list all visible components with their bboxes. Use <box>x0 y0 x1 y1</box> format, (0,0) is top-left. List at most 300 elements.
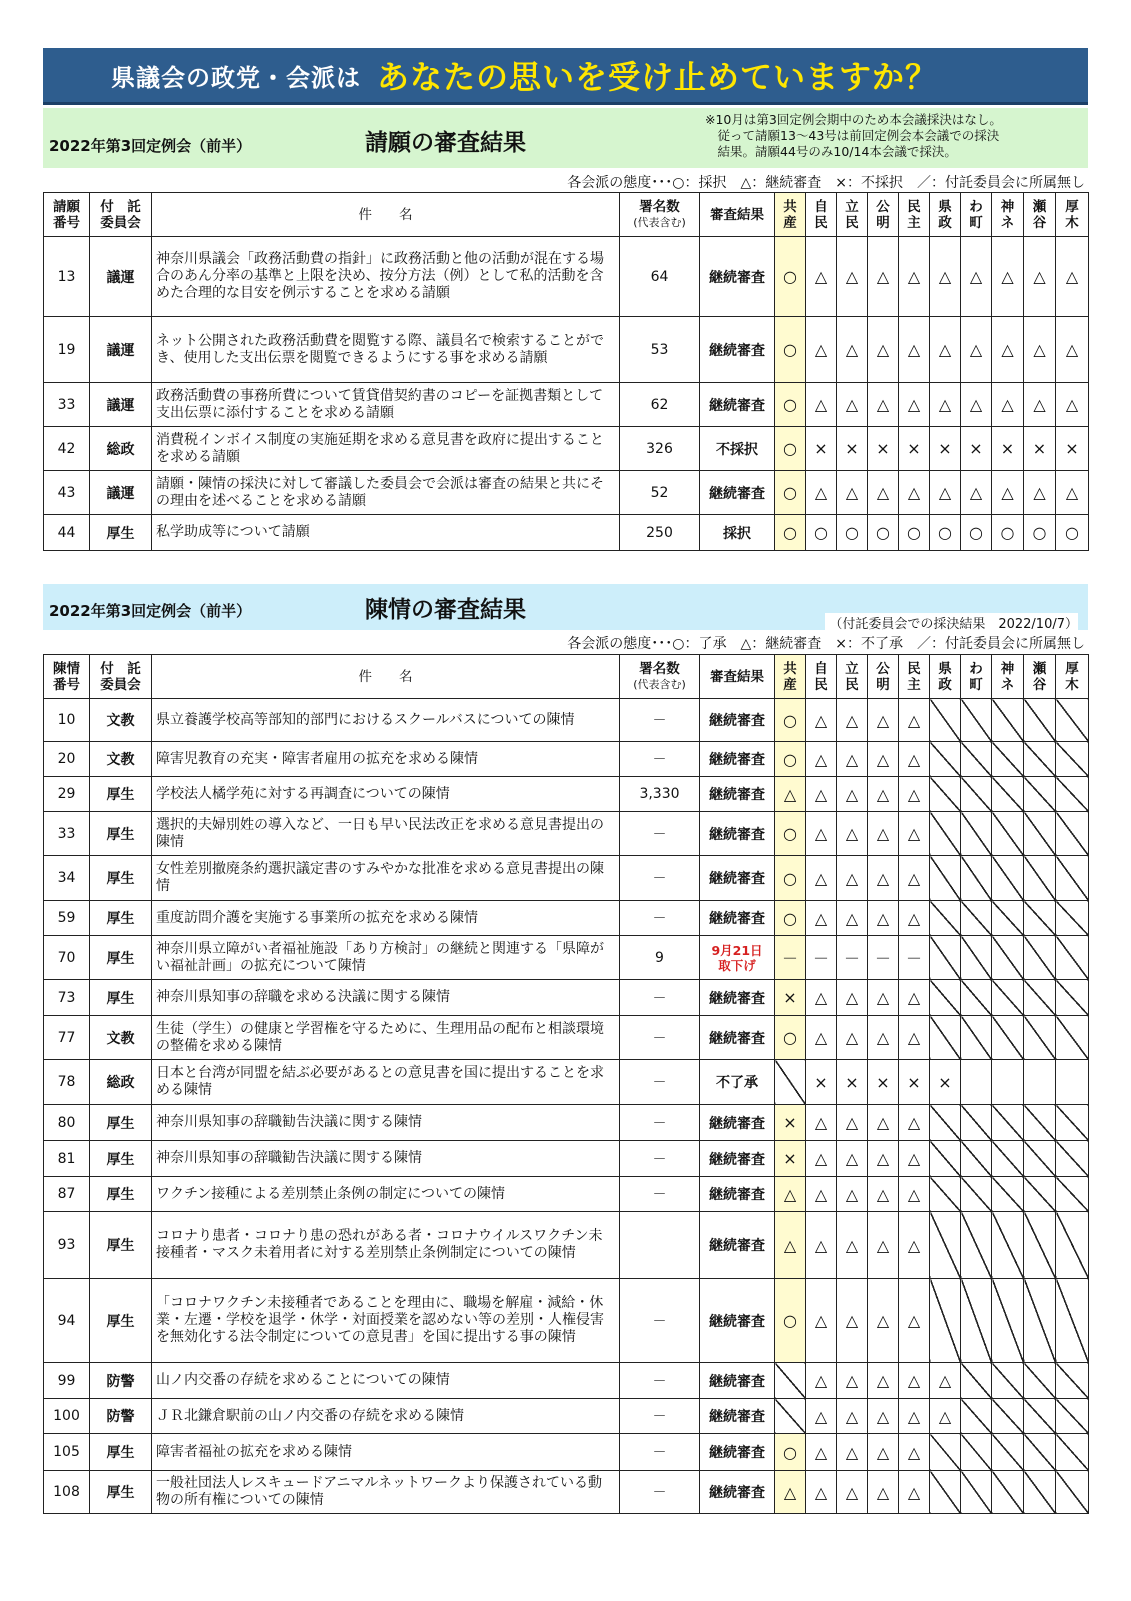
vote-cell: △ <box>899 901 930 936</box>
header-party <box>992 193 1024 237</box>
row-result: 継続審査 <box>700 1016 775 1060</box>
vote-cell: ○ <box>775 471 806 515</box>
header-committee-line2: 委員会 <box>100 676 141 693</box>
row-signatures: － <box>620 856 700 901</box>
vote-cell <box>930 812 961 856</box>
row-signatures: － <box>620 1105 700 1141</box>
vote-cell <box>1024 856 1056 901</box>
row-signatures <box>620 1212 700 1279</box>
vote-cell <box>1056 1363 1089 1399</box>
vote-cell: △ <box>961 317 992 383</box>
row-subject: 一般社団法人レスキュードアニマルネットワークより保護されている動物の所有権についての陳情 <box>152 1471 620 1514</box>
vote-cell: △ <box>806 742 837 777</box>
vote-cell <box>992 856 1024 901</box>
header-party-char: 木 <box>1065 676 1079 693</box>
vote-cell <box>1056 777 1089 812</box>
vote-cell: △ <box>899 1016 930 1060</box>
vote-cell <box>1056 1399 1089 1434</box>
vote-cell: △ <box>775 1177 806 1212</box>
vote-cell: △ <box>930 237 961 317</box>
vote-cell <box>961 742 992 777</box>
vote-cell: △ <box>868 237 899 317</box>
vote-cell <box>992 1363 1024 1399</box>
table-row <box>44 237 1089 317</box>
row-number: 73 <box>44 980 90 1016</box>
vote-cell: △ <box>868 1471 899 1514</box>
vote-cell: △ <box>868 812 899 856</box>
vote-cell <box>1024 777 1056 812</box>
vote-cell: △ <box>930 317 961 383</box>
header-party-char: 谷 <box>1032 214 1047 231</box>
vote-cell: △ <box>868 1434 899 1471</box>
vote-cell: △ <box>899 383 930 427</box>
row-result: 継続審査 <box>700 317 775 383</box>
vote-cell: △ <box>899 699 930 742</box>
vote-cell: ○ <box>775 317 806 383</box>
petitions-table <box>43 192 1089 551</box>
vote-cell <box>992 1105 1024 1141</box>
header-party-char: 産 <box>783 214 797 231</box>
row-result: 継続審査 <box>700 1177 775 1212</box>
row-subject: 請願・陳情の採決に対して審議した委員会で会派は審査の結果と共にその理由を述べることを求める請願 <box>152 471 620 515</box>
header-party <box>1056 655 1089 699</box>
header-party <box>930 193 961 237</box>
vote-cell: × <box>806 1060 837 1105</box>
row-result: 継続審査 <box>700 980 775 1016</box>
vote-cell <box>992 699 1024 742</box>
row-signatures: 250 <box>620 515 700 551</box>
header-committee-line1: 付 託 <box>100 660 141 677</box>
row-signatures: － <box>620 1399 700 1434</box>
vote-cell: △ <box>837 777 868 812</box>
vote-cell <box>961 1434 992 1471</box>
header-party-char: わ <box>969 660 983 677</box>
table-row <box>44 1060 1089 1105</box>
row-committee: 厚生 <box>90 901 152 936</box>
row-signatures: － <box>620 1141 700 1177</box>
vote-cell: × <box>930 427 961 471</box>
vote-cell <box>775 1399 806 1434</box>
header-party <box>775 655 806 699</box>
vote-cell: △ <box>868 742 899 777</box>
table-row <box>44 383 1089 427</box>
header-party-char: 主 <box>907 214 921 231</box>
vote-cell: × <box>837 1060 868 1105</box>
header-party-char: 政 <box>938 214 952 231</box>
row-number: 44 <box>44 515 90 551</box>
vote-cell: △ <box>868 1279 899 1363</box>
row-result: 継続審査 <box>700 742 775 777</box>
table-row <box>44 856 1089 901</box>
table-row <box>44 1434 1089 1471</box>
vote-cell <box>961 1279 992 1363</box>
vote-cell: △ <box>868 1399 899 1434</box>
vote-cell: △ <box>806 1212 837 1279</box>
vote-cell: △ <box>806 856 837 901</box>
table-row <box>44 427 1089 471</box>
appeals-session: 2022年第3回定例会（前半） <box>49 602 252 620</box>
row-number: 13 <box>44 237 90 317</box>
vote-cell: △ <box>806 1399 837 1434</box>
vote-cell: △ <box>992 383 1024 427</box>
header-party-char: 政 <box>938 676 952 693</box>
vote-cell: △ <box>868 1141 899 1177</box>
vote-cell: △ <box>899 1471 930 1514</box>
table-row <box>44 471 1089 515</box>
vote-cell: △ <box>899 980 930 1016</box>
vote-cell: － <box>837 936 868 980</box>
vote-cell <box>992 812 1024 856</box>
row-subject: 障害者福祉の拡充を求める陳情 <box>152 1434 620 1471</box>
header-signatures-line2: (代表含む) <box>633 677 686 691</box>
vote-cell <box>961 1060 992 1105</box>
vote-cell: ○ <box>1056 515 1089 551</box>
row-committee: 議運 <box>90 237 152 317</box>
table-row <box>44 901 1089 936</box>
vote-cell: × <box>930 1060 961 1105</box>
vote-cell: △ <box>1056 383 1089 427</box>
row-signatures: － <box>620 1471 700 1514</box>
vote-cell: △ <box>868 1177 899 1212</box>
row-number: 42 <box>44 427 90 471</box>
header-party-char: 明 <box>876 214 890 231</box>
header-party-char: 民 <box>845 676 859 693</box>
row-number: 93 <box>44 1212 90 1279</box>
header-number-line1: 陳情 <box>53 660 80 677</box>
row-result: 不採択 <box>700 427 775 471</box>
row-number: 105 <box>44 1434 90 1471</box>
vote-cell: △ <box>992 237 1024 317</box>
row-result: 9月21日 取下げ <box>700 936 775 980</box>
row-signatures: 3,330 <box>620 777 700 812</box>
vote-cell: ○ <box>837 515 868 551</box>
vote-cell <box>930 901 961 936</box>
vote-cell <box>1056 699 1089 742</box>
table-row <box>44 1399 1089 1434</box>
row-number: 19 <box>44 317 90 383</box>
vote-cell: △ <box>992 471 1024 515</box>
vote-cell: △ <box>868 699 899 742</box>
header-party-char: 民 <box>814 676 828 693</box>
row-signatures: 64 <box>620 237 700 317</box>
vote-cell <box>930 1212 961 1279</box>
vote-cell: △ <box>992 317 1024 383</box>
row-subject: ワクチン接種による差別禁止条例の制定についての陳情 <box>152 1177 620 1212</box>
header-party-char: 厚 <box>1065 198 1079 215</box>
vote-cell: △ <box>837 1141 868 1177</box>
vote-cell: △ <box>837 1471 868 1514</box>
header-party-char: 主 <box>907 676 921 693</box>
vote-cell <box>1024 980 1056 1016</box>
vote-cell: × <box>1024 427 1056 471</box>
vote-cell: △ <box>837 471 868 515</box>
row-signatures: － <box>620 1434 700 1471</box>
vote-cell: △ <box>806 1434 837 1471</box>
vote-cell: ○ <box>1024 515 1056 551</box>
row-signatures: 62 <box>620 383 700 427</box>
vote-cell: － <box>868 936 899 980</box>
vote-cell: △ <box>868 471 899 515</box>
vote-cell: ○ <box>775 1434 806 1471</box>
appeals-legend: 各会派の態度･･･○：了承 △：継続審査 ×：不了承 ／：付託委員会に所属無し <box>567 636 1085 652</box>
row-committee: 厚生 <box>90 1105 152 1141</box>
vote-cell <box>992 1177 1024 1212</box>
header-party-char: 産 <box>783 676 797 693</box>
vote-cell: × <box>775 1141 806 1177</box>
vote-cell <box>775 1060 806 1105</box>
header-signatures-line2: (代表含む) <box>633 215 686 229</box>
vote-cell <box>1024 1060 1056 1105</box>
row-result: 継続審査 <box>700 1212 775 1279</box>
vote-cell: △ <box>806 317 837 383</box>
vote-cell: △ <box>961 237 992 317</box>
row-number: 100 <box>44 1399 90 1434</box>
row-number: 70 <box>44 936 90 980</box>
vote-cell <box>961 812 992 856</box>
appeals-title: 陳情の審査結果 <box>365 597 526 623</box>
vote-cell <box>992 742 1024 777</box>
vote-cell <box>930 699 961 742</box>
row-subject: 生徒（学生）の健康と学習権を守るために、生理用品の配布と相談環境の整備を求める陳情 <box>152 1016 620 1060</box>
vote-cell: △ <box>899 777 930 812</box>
vote-cell <box>930 1177 961 1212</box>
vote-cell: △ <box>899 1399 930 1434</box>
row-committee: 議運 <box>90 383 152 427</box>
vote-cell: △ <box>1024 471 1056 515</box>
row-committee: 防警 <box>90 1363 152 1399</box>
vote-cell <box>961 777 992 812</box>
vote-cell: △ <box>868 856 899 901</box>
vote-cell <box>1056 742 1089 777</box>
row-result: 継続審査 <box>700 1471 775 1514</box>
vote-cell <box>930 1105 961 1141</box>
row-subject: 障害児教育の充実・障害者雇用の拡充を求める陳情 <box>152 742 620 777</box>
header-number-line1: 請願 <box>53 198 80 215</box>
row-result: 継続審査 <box>700 1279 775 1363</box>
vote-cell <box>930 1141 961 1177</box>
row-subject: 神奈川県立障がい者福祉施設「あり方検討」の継続と関連する「県障がい福祉計画」の拡充について陳情 <box>152 936 620 980</box>
vote-cell: △ <box>837 1212 868 1279</box>
row-result: 継続審査 <box>700 1105 775 1141</box>
vote-cell: △ <box>837 383 868 427</box>
header-party-char: わ <box>969 198 983 215</box>
header-party <box>868 655 899 699</box>
row-subject: 神奈川県議会「政務活動費の指針」に政務活動と他の活動が混在する場合のあん分率の基準と上限を決め、按分方法（例）として私的活動を含めた合理的な目安を例示することを求める請願 <box>152 237 620 317</box>
row-result: 継続審査 <box>700 812 775 856</box>
header-party-char: 公 <box>876 198 890 215</box>
table-row <box>44 1212 1089 1279</box>
vote-cell <box>961 980 992 1016</box>
row-committee: 文教 <box>90 1016 152 1060</box>
header-party-char: 立 <box>845 660 859 677</box>
row-subject: 神奈川県知事の辞職を求める決議に関する陳情 <box>152 980 620 1016</box>
vote-cell: × <box>899 1060 930 1105</box>
row-result: 継続審査 <box>700 901 775 936</box>
vote-cell <box>930 936 961 980</box>
header-signatures-line1: 署名数 <box>639 660 680 677</box>
table-row <box>44 980 1089 1016</box>
header-party-char: ネ <box>1000 214 1015 231</box>
row-subject: 山ノ内交番の存続を求めることについての陳情 <box>152 1363 620 1399</box>
header-party-char: 神 <box>1000 198 1015 215</box>
header-party-char: 公 <box>876 660 890 677</box>
vote-cell <box>1024 936 1056 980</box>
row-number: 80 <box>44 1105 90 1141</box>
row-number: 81 <box>44 1141 90 1177</box>
header-committee-line1: 付 託 <box>100 198 141 215</box>
header-party <box>806 193 837 237</box>
row-committee: 文教 <box>90 742 152 777</box>
vote-cell: ○ <box>775 1016 806 1060</box>
header-party <box>961 193 992 237</box>
row-result: 不了承 <box>700 1060 775 1105</box>
row-signatures: － <box>620 1279 700 1363</box>
vote-cell: △ <box>806 980 837 1016</box>
header-party-char: 木 <box>1065 214 1079 231</box>
row-subject: 神奈川県知事の辞職勧告決議に関する陳情 <box>152 1141 620 1177</box>
vote-cell: △ <box>837 1279 868 1363</box>
vote-cell: △ <box>806 777 837 812</box>
vote-cell: △ <box>899 1177 930 1212</box>
row-committee: 議運 <box>90 471 152 515</box>
vote-cell: ○ <box>775 427 806 471</box>
table-row <box>44 1177 1089 1212</box>
table-row <box>44 1363 1089 1399</box>
vote-cell <box>1056 980 1089 1016</box>
row-result: 継続審査 <box>700 699 775 742</box>
header-signatures-line1: 署名数 <box>639 198 680 215</box>
header-party-char: 共 <box>783 660 797 677</box>
row-signatures: 9 <box>620 936 700 980</box>
vote-cell: △ <box>899 237 930 317</box>
row-signatures: － <box>620 1016 700 1060</box>
header-party <box>775 193 806 237</box>
vote-cell: △ <box>806 1471 837 1514</box>
vote-cell: △ <box>868 317 899 383</box>
vote-cell: △ <box>899 1212 930 1279</box>
header-party-char: 民 <box>814 214 828 231</box>
row-subject: コロナり患者・コロナり患の恐れがある者・コロナウイルスワクチン未接種者・マスク未着用者に対する差別禁止条例制定についての陳情 <box>152 1212 620 1279</box>
vote-cell <box>1056 936 1089 980</box>
vote-cell: － <box>775 936 806 980</box>
table-row <box>44 1471 1089 1514</box>
vote-cell: △ <box>806 237 837 317</box>
row-result: 採択 <box>700 515 775 551</box>
table-row <box>44 1141 1089 1177</box>
vote-cell: ○ <box>806 515 837 551</box>
vote-cell: △ <box>837 1105 868 1141</box>
vote-cell: ○ <box>899 515 930 551</box>
vote-cell: △ <box>868 980 899 1016</box>
header-party <box>1024 193 1056 237</box>
row-signatures: － <box>620 1363 700 1399</box>
row-subject: 日本と台湾が同盟を結ぶ必要があるとの意見書を国に提出することを求める陳情 <box>152 1060 620 1105</box>
header-party <box>992 655 1024 699</box>
vote-cell: ○ <box>775 515 806 551</box>
vote-cell: ○ <box>868 515 899 551</box>
vote-cell <box>930 1471 961 1514</box>
vote-cell: △ <box>961 383 992 427</box>
vote-cell <box>930 856 961 901</box>
vote-cell <box>961 1016 992 1060</box>
vote-cell: △ <box>837 856 868 901</box>
vote-cell: △ <box>806 1363 837 1399</box>
row-signatures: － <box>620 980 700 1016</box>
vote-cell <box>1024 1434 1056 1471</box>
header-party-char: 民 <box>907 660 921 677</box>
vote-cell: △ <box>837 1434 868 1471</box>
vote-cell <box>961 936 992 980</box>
vote-cell <box>1056 1060 1089 1105</box>
vote-cell: △ <box>1056 317 1089 383</box>
row-committee: 厚生 <box>90 1279 152 1363</box>
vote-cell: △ <box>899 1434 930 1471</box>
vote-cell <box>1056 1105 1089 1141</box>
row-committee: 厚生 <box>90 936 152 980</box>
appeals-table <box>43 654 1089 1514</box>
row-committee: 議運 <box>90 317 152 383</box>
header-party-char: 民 <box>845 214 859 231</box>
row-subject: 神奈川県知事の辞職勧告決議に関する陳情 <box>152 1105 620 1141</box>
page-banner <box>43 48 1088 105</box>
vote-cell: ○ <box>775 383 806 427</box>
table-row <box>44 317 1089 383</box>
row-subject: 私学助成等について請願 <box>152 515 620 551</box>
vote-cell: △ <box>1024 237 1056 317</box>
vote-cell: △ <box>806 471 837 515</box>
row-signatures: － <box>620 812 700 856</box>
header-party <box>837 655 868 699</box>
row-subject: ネット公開された政務活動費を閲覧する際、議員名で検索することができ、使用した支出伝票を閲覧できるようにする事を求める請願 <box>152 317 620 383</box>
row-committee: 総政 <box>90 1060 152 1105</box>
vote-cell <box>1056 1177 1089 1212</box>
row-signatures: 326 <box>620 427 700 471</box>
vote-cell: ○ <box>775 237 806 317</box>
table-row <box>44 515 1089 551</box>
vote-cell: △ <box>899 1141 930 1177</box>
header-number-line2: 番号 <box>53 214 80 231</box>
vote-cell <box>1056 856 1089 901</box>
vote-cell: × <box>899 427 930 471</box>
header-subject: 件 名 <box>152 193 620 237</box>
vote-cell: △ <box>806 1141 837 1177</box>
row-signatures: － <box>620 1177 700 1212</box>
vote-cell <box>1024 1471 1056 1514</box>
vote-cell: × <box>775 1105 806 1141</box>
header-signatures <box>620 193 700 237</box>
row-committee: 厚生 <box>90 812 152 856</box>
header-party-char: 明 <box>876 676 890 693</box>
row-result: 継続審査 <box>700 856 775 901</box>
vote-cell: △ <box>1056 237 1089 317</box>
table-row <box>44 936 1089 980</box>
banner-text-2: あなたの思いを受け止めていますか？ <box>377 58 939 96</box>
vote-cell <box>1056 1212 1089 1279</box>
row-subject: 消費税インボイス制度の実施延期を求める意見書を政府に提出することを求める請願 <box>152 427 620 471</box>
row-number: 29 <box>44 777 90 812</box>
row-result: 継続審査 <box>700 237 775 317</box>
vote-cell <box>1056 1141 1089 1177</box>
row-signatures: － <box>620 742 700 777</box>
row-signatures: － <box>620 1060 700 1105</box>
vote-cell: ○ <box>775 856 806 901</box>
header-party <box>961 655 992 699</box>
vote-cell <box>1024 1279 1056 1363</box>
header-party-char: 瀬 <box>1032 198 1047 215</box>
vote-cell: △ <box>868 777 899 812</box>
vote-cell: △ <box>837 1177 868 1212</box>
vote-cell <box>1056 901 1089 936</box>
